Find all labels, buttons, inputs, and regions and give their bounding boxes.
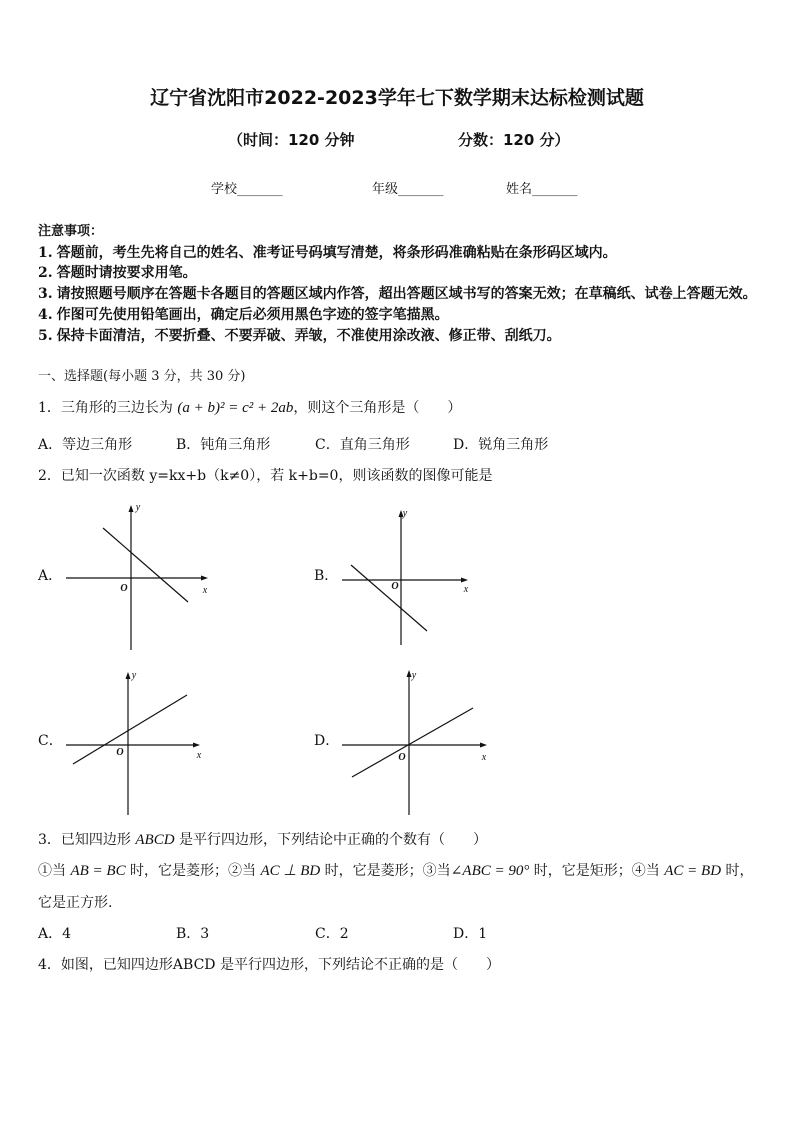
exam-time: （时间：120 分钟 <box>228 131 355 149</box>
x-axis-label: x <box>463 584 469 595</box>
x-axis-label: x <box>481 752 487 763</box>
question-stem: 已知一次函数 y=kx+b（k≠0），若 k+b=0，则该函数的图像可能是 <box>60 468 493 484</box>
y-axis-arrow <box>129 505 134 512</box>
y-axis-label: y <box>402 508 408 519</box>
notice-item <box>38 263 197 283</box>
option-label: C． <box>315 926 340 942</box>
statement-text: 时，它是菱形；③当∠ <box>320 863 463 879</box>
option-a <box>38 435 132 455</box>
question-3 <box>38 830 487 850</box>
notice-item <box>38 243 617 263</box>
notice-item-text: 答题前，考生先将自己的姓名、准考证号码填写清楚，将条形码准确粘贴在条形码区域内。 <box>56 245 617 261</box>
name-field: 姓名_______ <box>506 182 578 197</box>
origin-label: O <box>398 752 406 763</box>
question-1 <box>38 398 461 418</box>
option-a <box>38 924 71 944</box>
x-axis-arrow <box>461 578 468 583</box>
notice-item-text: 请按照题号顺序在答题卡各题目的答题区域内作答，超出答题区域书写的答案无效；在草稿纸、试卷上答题无效。 <box>56 286 757 302</box>
option-d <box>453 435 548 455</box>
x-axis-arrow <box>480 743 487 748</box>
notice-item-text: 作图可先使用铅笔画出，确定后必须用黑色字迹的签字笔描黑。 <box>56 307 449 323</box>
notice-item <box>38 326 561 346</box>
x-axis-label: x <box>202 585 208 596</box>
option-label: A． <box>38 926 63 942</box>
x-axis-arrow <box>201 576 208 581</box>
option-text: 直角三角形 <box>339 437 410 453</box>
option-label: C． <box>315 437 340 453</box>
question-stem: 三角形的三边长为 <box>60 400 173 416</box>
function-line <box>351 565 427 631</box>
notice-item-text: 答题时请按要求用笔。 <box>56 265 197 281</box>
option-text: 2 <box>339 926 349 942</box>
notice-item-number: 3. <box>38 286 53 302</box>
option-text: 1 <box>478 926 488 942</box>
graph-option-d <box>335 665 495 820</box>
graph-option-b <box>335 503 475 650</box>
question-number: 1． <box>38 400 61 416</box>
option-text: 等边三角形 <box>62 437 133 453</box>
exam-score: 分数：120 分） <box>458 131 570 149</box>
graph-option-b-label: B． <box>314 568 339 584</box>
statement-text: ①当 <box>38 863 71 879</box>
question-stem: 如图，已知四边形ABCD 是平行四边形，下列结论不正确的是（ ） <box>60 957 500 973</box>
statement-math: ABC = 90° <box>462 863 530 879</box>
question-stem: 是平行四边形，下列结论中正确的个数有（ ） <box>174 832 487 848</box>
question-number: 3． <box>38 832 61 848</box>
statement-text: 时，它是矩形；④当 <box>529 863 665 879</box>
question-stem: 已知四边形 <box>60 832 136 848</box>
option-text: 3 <box>200 926 210 942</box>
x-axis-label: x <box>196 750 202 761</box>
question-2 <box>38 466 492 486</box>
notice-item <box>38 284 757 304</box>
option-text: 4 <box>62 926 72 942</box>
option-label: D． <box>453 926 479 942</box>
graph-option-a-label: A． <box>38 568 63 584</box>
notice-item-number: 1. <box>38 245 53 261</box>
notice-item-number: 4. <box>38 307 53 323</box>
page-title: 辽宁省沈阳市2022-2023学年七下数学期末达标检测试题 <box>150 87 644 109</box>
question-number: 2． <box>38 468 61 484</box>
statements-line-2: 它是正方形. <box>38 895 113 911</box>
option-c <box>315 924 349 944</box>
statement-text: 时， <box>721 863 754 879</box>
option-d <box>453 924 487 944</box>
option-label: A． <box>38 437 63 453</box>
statements-line-1 <box>38 861 754 881</box>
question-number: 4． <box>38 957 61 973</box>
function-line <box>73 695 187 764</box>
function-line <box>352 708 473 777</box>
option-b <box>176 435 270 455</box>
option-b <box>176 924 209 944</box>
x-axis-arrow <box>193 743 200 748</box>
graph-option-d-label: D． <box>314 733 340 749</box>
graph-option-c <box>60 665 210 820</box>
statement-math: AC = BD <box>664 863 722 879</box>
notice-heading: 注意事项： <box>38 224 104 239</box>
y-axis-label: y <box>131 670 137 681</box>
y-axis-arrow <box>126 672 131 679</box>
option-label: D． <box>453 437 479 453</box>
option-text: 钝角三角形 <box>200 437 271 453</box>
statement-math: AC ⊥ BD <box>260 863 321 879</box>
question-4 <box>38 955 500 975</box>
y-axis-arrow <box>407 670 412 677</box>
notice-item-text: 保持卡面清洁，不要折叠、不要弄破、弄皱，不准使用涂改液、修正带、刮纸刀。 <box>56 328 561 344</box>
notice-item <box>38 305 449 325</box>
statement-math: AB = BC <box>70 863 126 879</box>
origin-label: O <box>116 747 124 758</box>
question-formula: (a + b)² = c² + 2ab <box>177 400 294 416</box>
statement-text: 时，它是菱形；②当 <box>125 863 261 879</box>
option-label: B． <box>176 926 201 942</box>
origin-label: O <box>120 583 128 594</box>
origin-label: O <box>391 581 399 592</box>
y-axis-label: y <box>411 670 417 681</box>
grade-field: 年级_______ <box>372 182 444 197</box>
function-line <box>103 528 188 602</box>
option-text: 锐角三角形 <box>478 437 549 453</box>
notice-item-number: 5. <box>38 328 53 344</box>
graph-option-a <box>60 498 215 655</box>
notice-item-number: 2. <box>38 265 53 281</box>
school-field: 学校_______ <box>211 182 283 197</box>
question-math: ABCD <box>135 832 175 848</box>
graph-option-c-label: C． <box>38 733 63 749</box>
section-heading: 一、选择题(每小题 3 分，共 30 分) <box>38 369 246 384</box>
option-c <box>315 435 410 455</box>
question-stem: ，则这个三角形是（ ） <box>293 400 462 416</box>
option-label: B． <box>176 437 201 453</box>
y-axis-label: y <box>135 502 141 513</box>
